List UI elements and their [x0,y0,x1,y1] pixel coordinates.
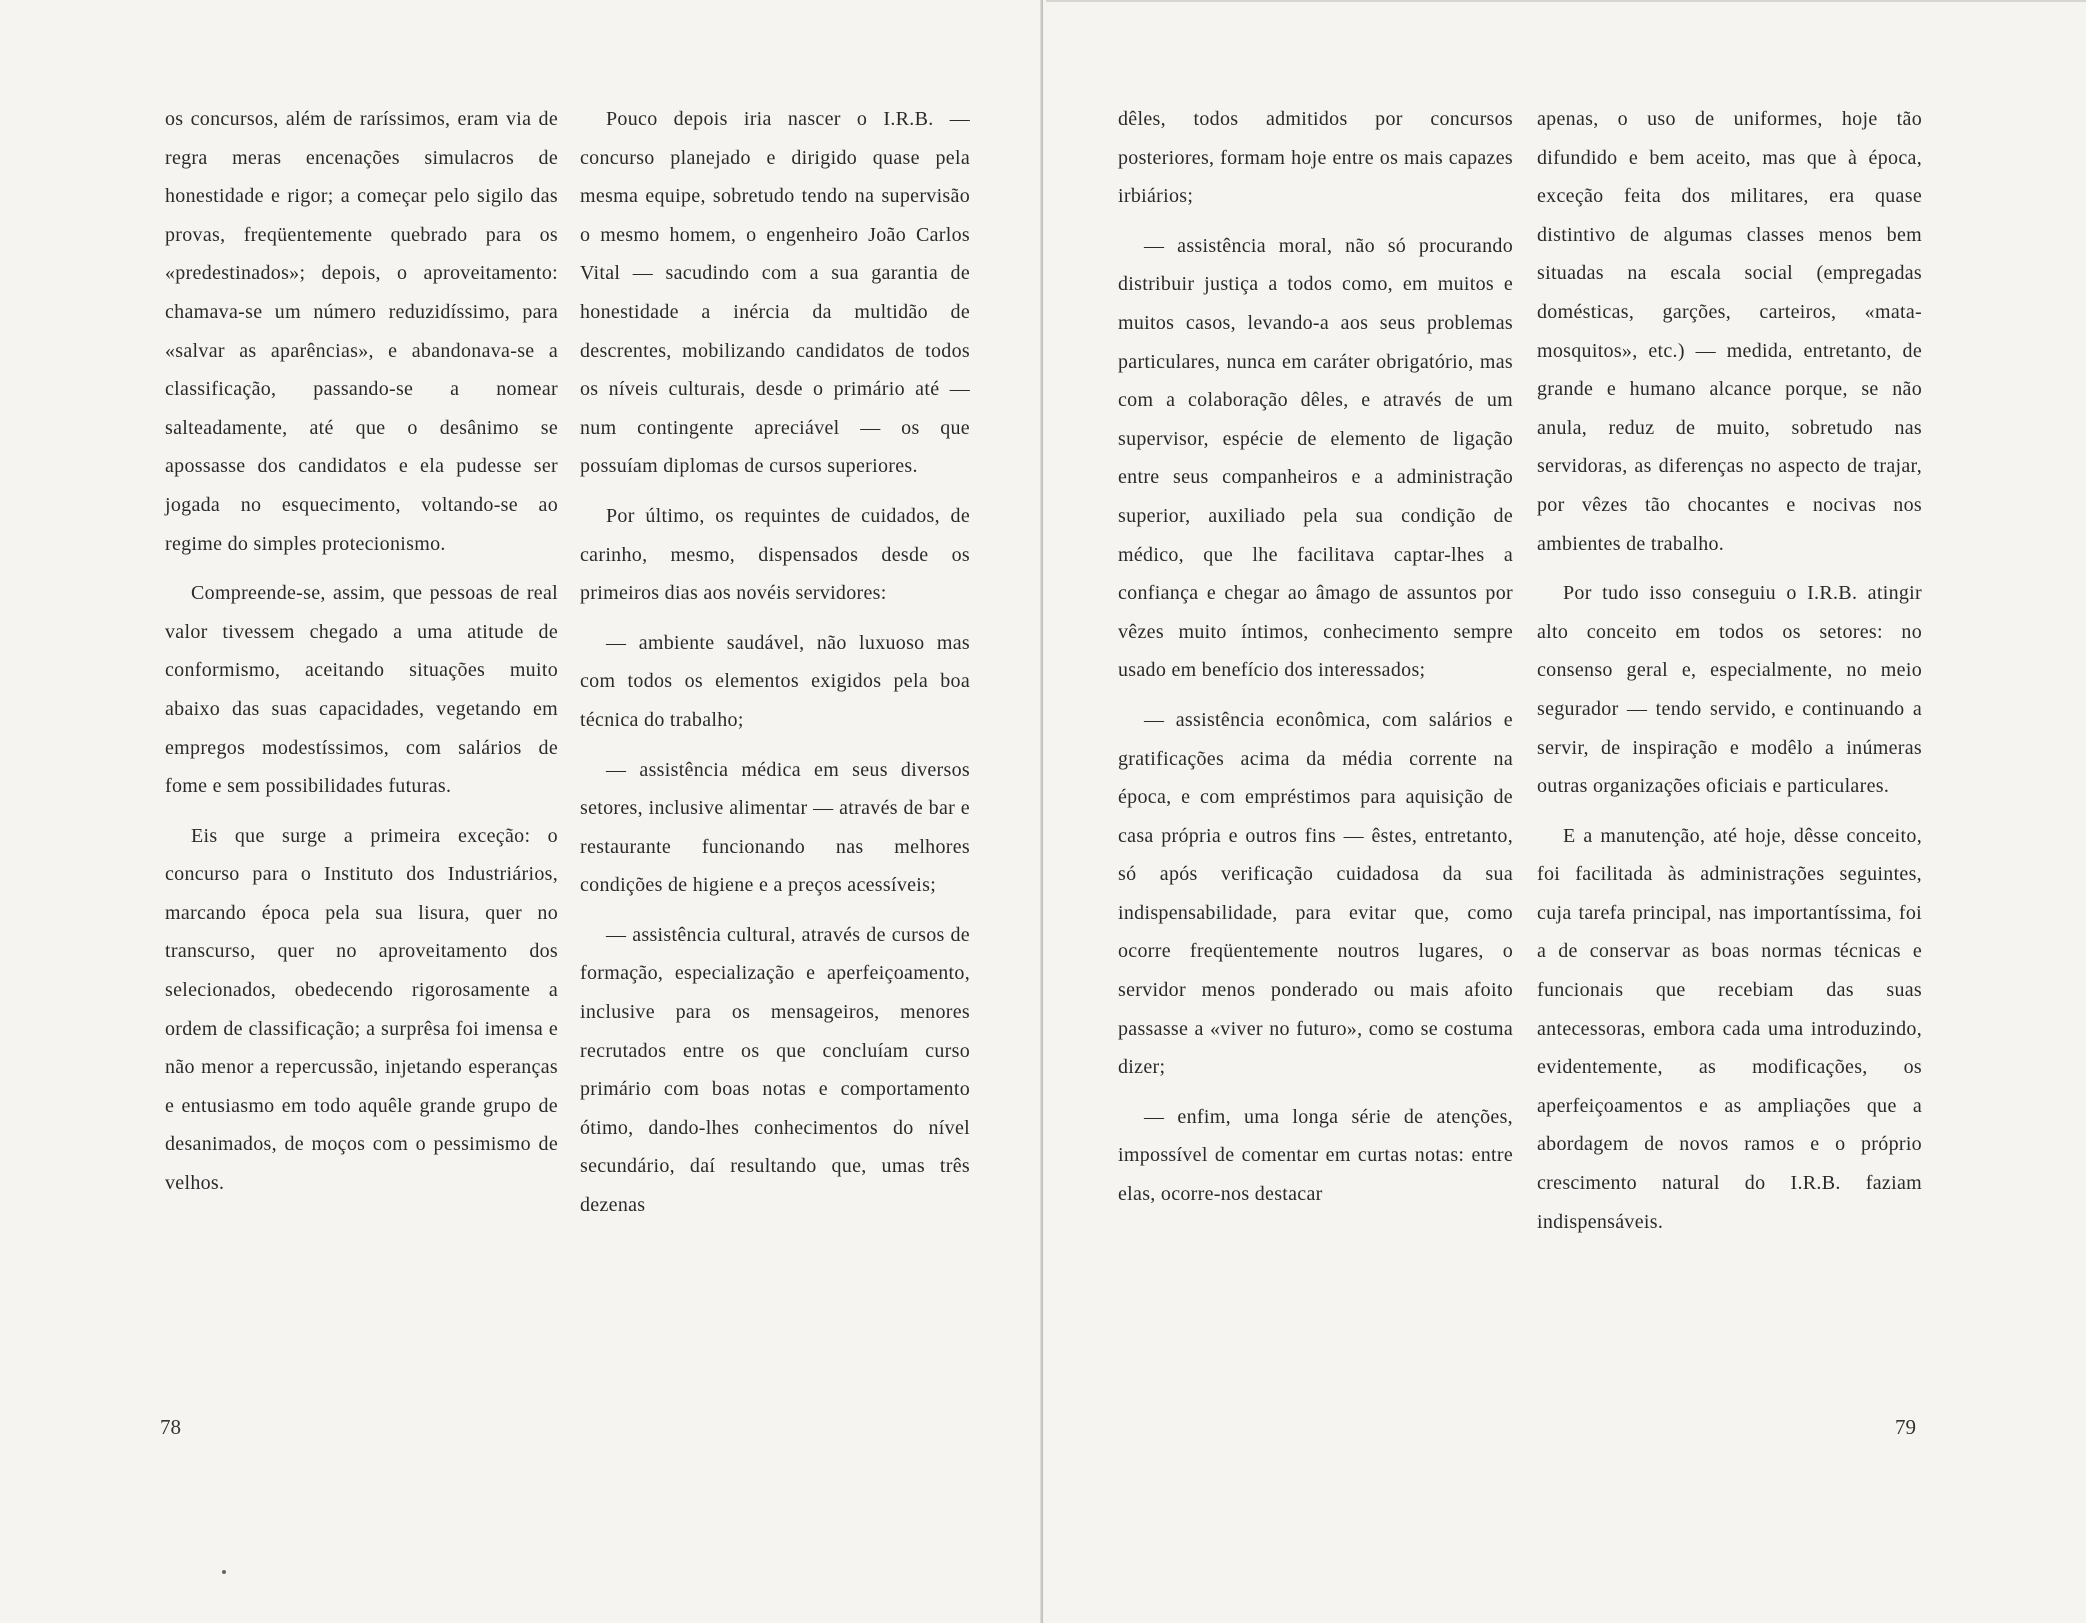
print-speck [222,1570,226,1574]
page-edge-line [1046,0,2086,2]
paragraph: Pouco depois iria nascer o I.R.B. — concurso planejado e dirigido quase pela mesma equipe, sobretudo tendo na supervisão o mesmo homem, o engenheiro João Carlos Vital — sacudindo com a sua garantia de honestidade a inércia da multidão de descrentes, mobilizando candidatos de todos os níveis culturais, desde o primário até — num contingente apreciável — os que possuíam diplomas de cursos superiores. [580,108,970,478]
left-page-column-2 [580,100,970,1236]
paragraph: Por último, os requintes de cuidados, de carinho, mesmo, dispensados desde os primeiros dias aos novéis servidores: [580,504,970,605]
right-page-column-1 [1118,100,1513,1225]
paragraph: Eis que surge a primeira exceção: o concurso para o Instituto dos Industriários, marcando época pela sua lisura, quer no transcurso, quer no aproveitamento dos selecionados, obedecendo rigorosamente a ordem de classificação; a surprêsa foi imensa e não menor a repercussão, injetando esperanças e entusiasmo em todo aquêle grande grupo de desanimados, de moços com o pessimismo de velhos. [165,824,558,1195]
paragraph: E a manutenção, até hoje, dêsse conceito, foi facilitada às administrações seguintes, cuja tarefa principal, nas importantíssima, foi a de conservar as boas normas técnicas e funcionais que recebiam das suas antecessoras, embora cada uma introduzindo, evidentemente, as modificações, os aperfeiçoamentos e as ampliações que a abordagem de novos ramos e o próprio crescimento natural do I.R.B. faziam indispensáveis. [1537,824,1922,1233]
paragraph: dêles, todos admitidos por concursos posteriores, formam hoje entre os mais capazes irbiários; [1118,108,1513,208]
list-item: — assistência cultural, através de cursos de formação, especialização e aperfeiçoamento, inclusive para os mensageiros, menores recrutados entre os que concluíam curso primário com boas notas e comportamento ótimo, dando-lhes conhecimentos do nível secundário, daí resultando que, umas três dezenas [580,923,970,1217]
paragraph: Por tudo isso conseguiu o I.R.B. atingir alto conceito em todos os setores: no consenso geral e, especialmente, no meio segurador — tendo servido, e continuando a servir, de inspiração e modêlo a inúmeras outras organizações oficiais e particulares. [1537,582,1922,798]
paragraph: Compreende-se, assim, que pessoas de real valor tivessem chegado a uma atitude de conformismo, aceitando situações muito abaixo das suas capacidades, vegetando em empregos modestíssimos, com salários de fome e sem possibilidades futuras. [165,582,558,798]
page-number-left: 78 [160,1415,181,1439]
paragraph: apenas, o uso de uniformes, hoje tão difundido e bem aceito, mas que à época, exceção feita dos militares, era quase distintivo de algumas classes menos bem situadas na escala social (empregadas domésticas, garções, carteiros, «mata-mosquitos», etc.) — medida, entretanto, de grande e humano alcance porque, se não anula, reduz de muito, sobretudo nas servidoras, as diferenças no aspecto de trajar, por vêzes tão chocantes e nocivas nos ambientes de trabalho. [1537,108,1922,555]
list-item: — assistência econômica, com salários e gratificações acima da média corrente na época, e com empréstimos para aquisição de casa própria e outros fins — êstes, entretanto, só após verificação cuidadosa da sua indispensabilidade, para evitar que, como ocorre freqüentemente noutros lugares, o servidor menos ponderado ou mais afoito passasse a «viver no futuro», como se costuma dizer; [1118,708,1513,1079]
paragraph: os concursos, além de raríssimos, eram via de regra meras encenações simulacros de honestidade e rigor; a começar pelo sigilo das provas, freqüentemente quebrado para os «predestinados»; depois, o aproveitamento: chamava-se um número reduzidíssimo, para «salvar as aparências», e abandonava-se a classificação, passando-se a nomear salteadamente, até que o desânimo se apossasse dos candidatos e ela pudesse ser jogada no esquecimento, voltando-se ao regime do simples protecionismo. [165,108,558,555]
list-item: — assistência médica em seus diversos setores, inclusive alimentar — através de bar e restaurante funcionando nas melhores condições de higiene e a preços acessíveis; [580,758,970,897]
list-item: — assistência moral, não só procurando distribuir justiça a todos como, em muitos e muitos casos, levando-a aos seus problemas particulares, nunca em caráter obrigatório, mas com a colaboração dêles, e através de um supervisor, espécie de elemento de ligação entre seus companheiros e a administração superior, auxiliado pela sua condição de médico, que lhe facilitava captar-lhes a confiança e chegar ao âmago de assuntos por vêzes muito íntimos, conhecimento sempre usado em benefício dos interessados; [1118,234,1513,682]
right-page-column-2 [1537,100,1922,1252]
left-page-column-1 [165,100,558,1214]
list-item: — ambiente saudável, não luxuoso mas com todos os elementos exigidos pela boa técnica do trabalho; [580,631,970,731]
page-number-right: 79 [1895,1415,1916,1439]
list-item: — enfim, uma longa série de atenções, impossível de comentar em curtas notas: entre elas, ocorre-nos destacar [1118,1105,1513,1206]
